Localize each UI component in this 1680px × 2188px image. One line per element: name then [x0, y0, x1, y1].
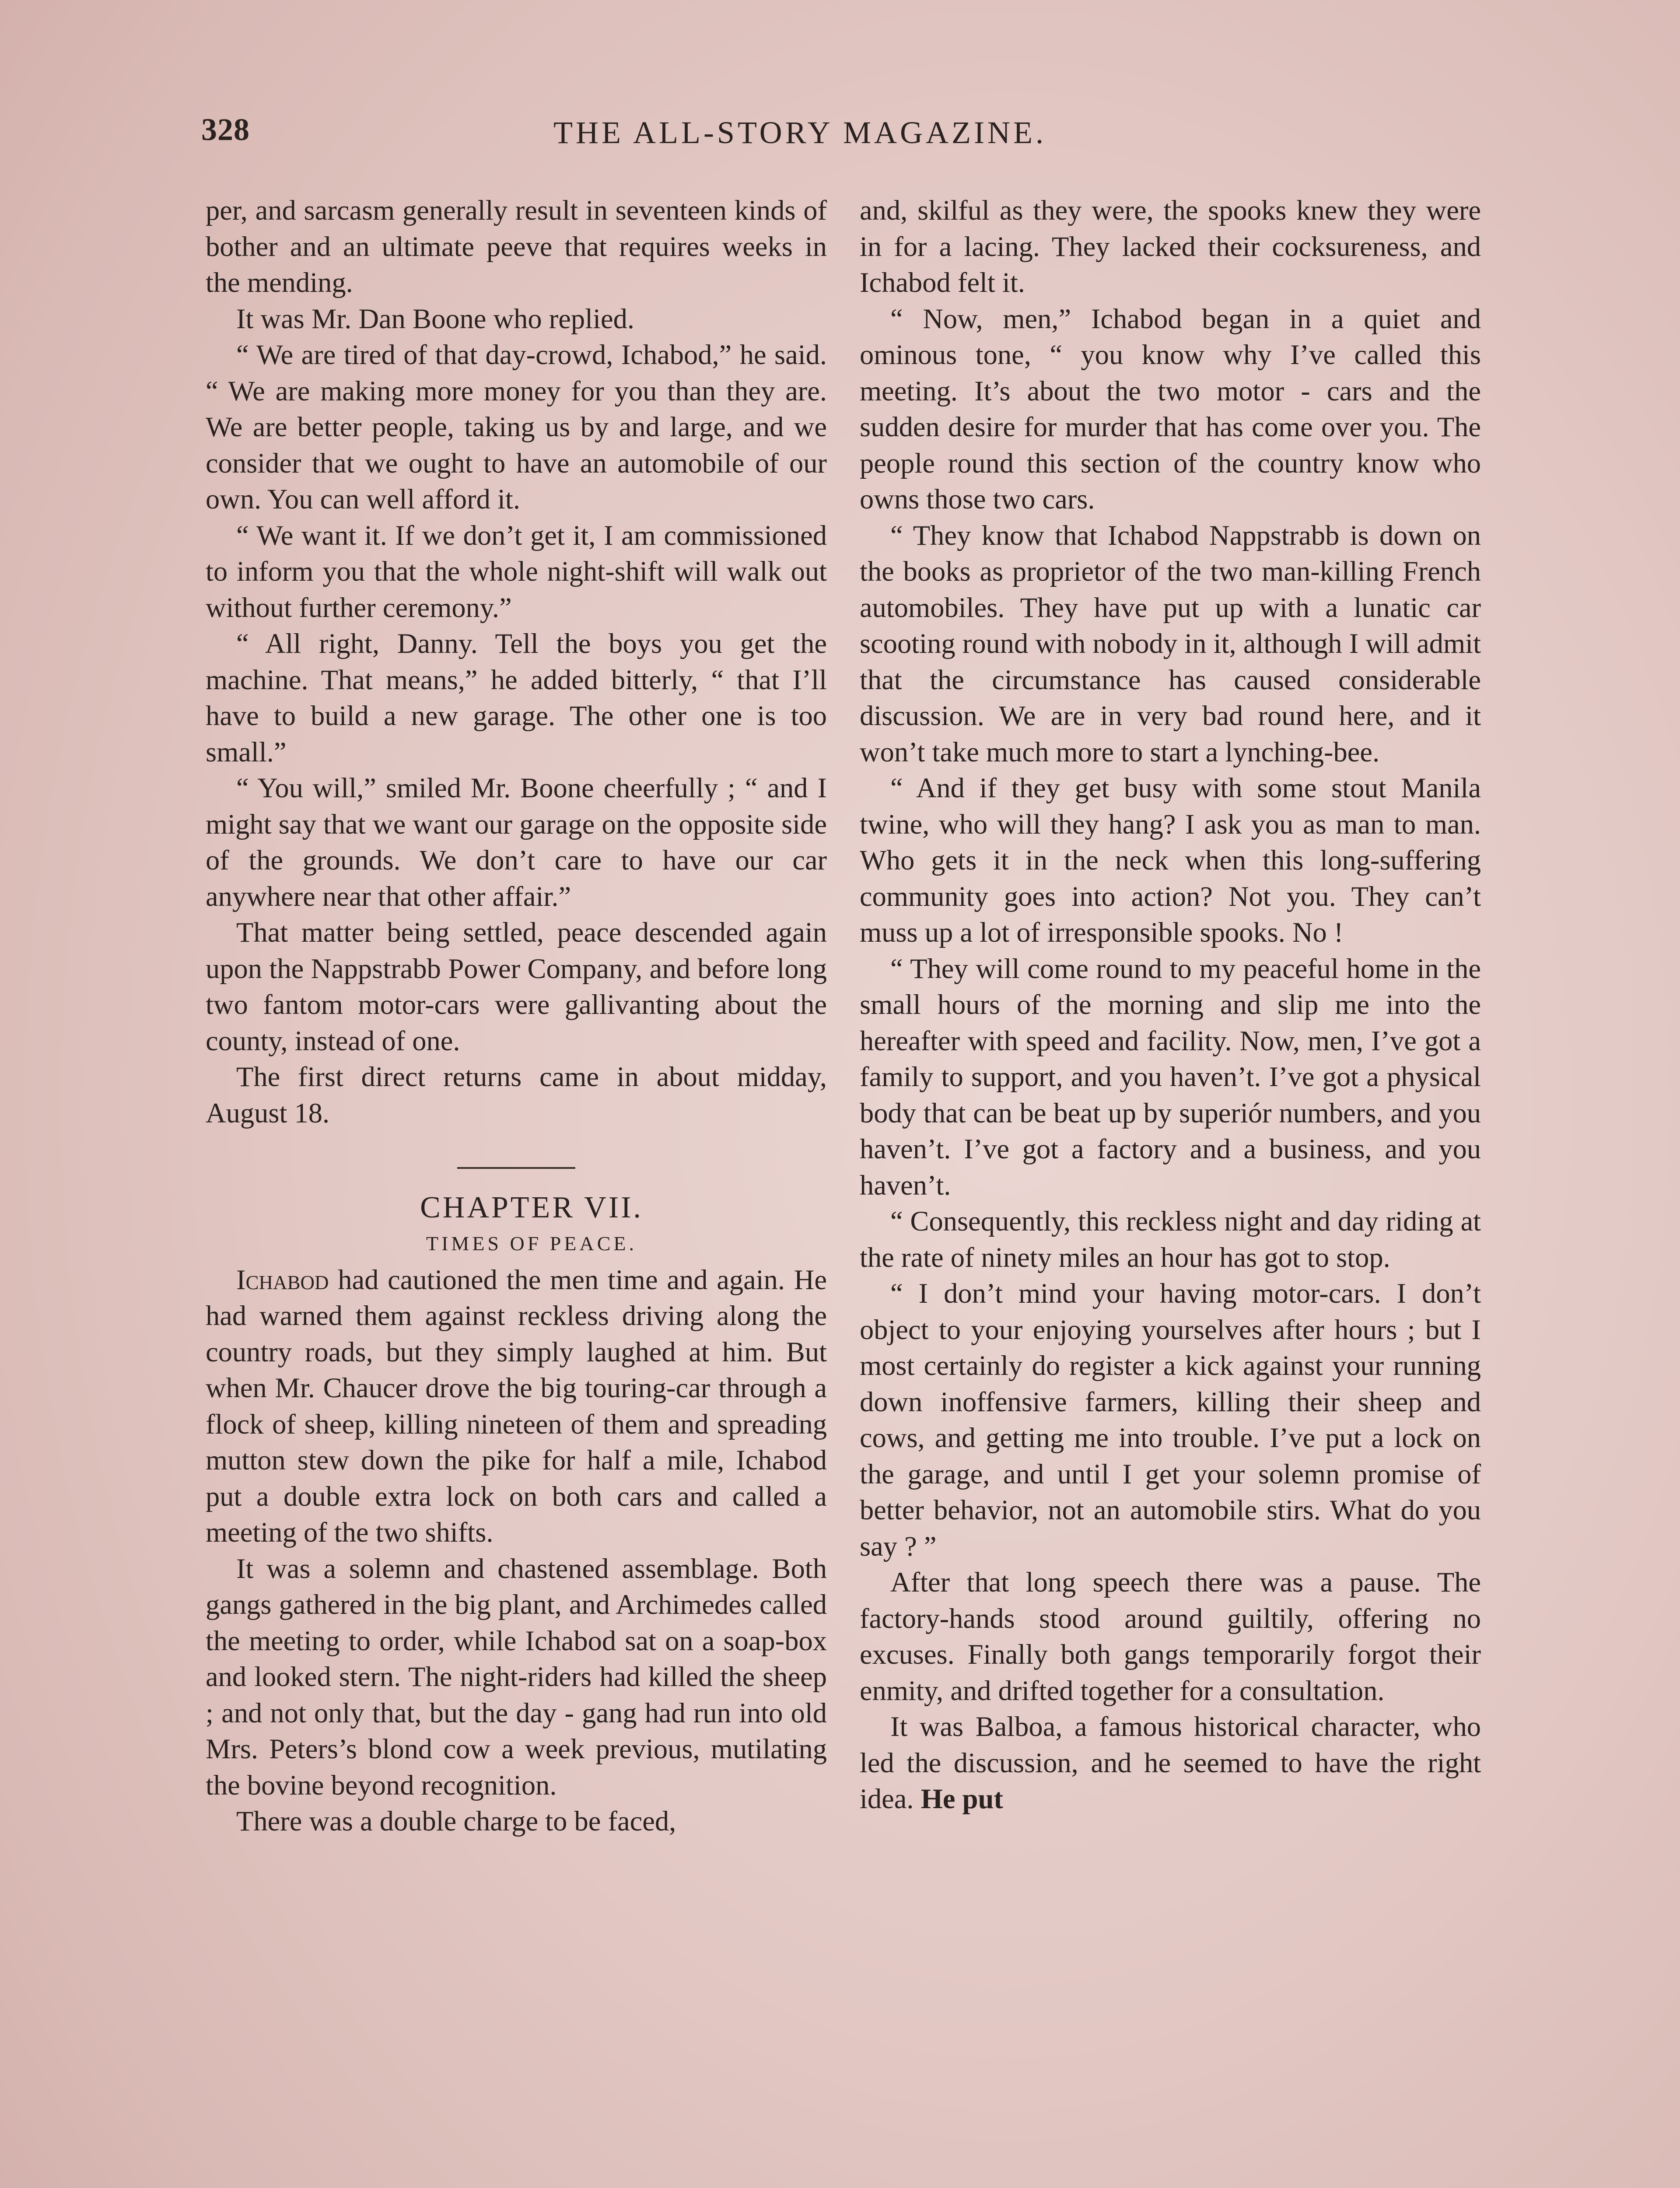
paragraph: “ You will,” smiled Mr. Boone cheerfully ; “ and I might say that we want our garage on the opposite side of the grounds. We don’t care to have our car anywhere near that other affair.” — [206, 772, 827, 912]
paragraph: and, skilful as they were, the spooks knew they were in for a lacing. They lacked their cocksureness, and Ichabod felt it. — [860, 195, 1481, 298]
running-title: THE ALL-STORY MAGAZINE. — [553, 115, 1046, 150]
paragraph: “ They know that Ichabod Nappstrabb is down on the books as proprietor of the two man-killing French automobiles. They have put up with a lunatic car scooting round with nobody in it, although I will admit that the circumstance has caused considerable discussion. We are in very bad round here, and it won’t take much more to start a lynching-bee. — [860, 519, 1481, 768]
paragraph: After that long speech there was a pause. The factory-hands stood around guiltily, offering no excuses. Finally both gangs temporarily forgot their enmity, and drifted together for a consultation. — [860, 1567, 1481, 1706]
paragraph: “ Now, men,” Ichabod began in a quiet and ominous tone, “ you know why I’ve called this meeting. It’s about the two motor - cars and the sudden desire for murder that has come over you. The people round this section of the country know who owns those two cars. — [860, 303, 1481, 515]
paragraph: That matter being settled, peace descended again upon the Nappstrabb Power Company, and before long two fantom motor-cars were gallivanting about the county, instead of one. — [206, 917, 827, 1056]
paragraph: “ I don’t mind your having motor-cars. I don’t object to your enjoying yourselves after hours ; but I most certainly do register a kick against your running down inoffensive farmers, killing their sheep and cows, and getting me into trouble. I’ve put a lock on the garage, and until I get your solemn promise of better behavior, not an automobile stirs. What do you say ? ” — [860, 1278, 1481, 1562]
paragraph: “ Consequently, this reckless night and day riding at the rate of ninety miles an hour has got to stop. — [860, 1206, 1481, 1273]
paragraph: “ They will come round to my peaceful home in the small hours of the morning and slip me into the hereafter with speed and facility. Now, men, I’ve got a family to support, and you haven’t. I’ve got a physical body that can be beat up by superiór numbers, and you haven’t. I’ve got a factory and a business, and you haven’t. — [860, 953, 1481, 1201]
left-column — [206, 193, 827, 1840]
chapter-title: CHAPTER VII. — [420, 1191, 643, 1224]
paragraph-bold-end: He put — [914, 1783, 1003, 1814]
paragraph: It was Mr. Dan Boone who replied. — [236, 303, 634, 334]
paragraph: It was a solemn and chastened assemblage. Both gangs gathered in the big plant, and Archimedes called the meeting to order, while Ichabod sat on a soap-box and looked stern. The night-riders had killed the sheep ; and not only that, but the day - gang had run into old Mrs. Peters’s blond cow a week previous, mutilating the bovine beyond recognition. — [206, 1553, 827, 1801]
paragraph: “ And if they get busy with some stout Manila twine, who will they hang? I ask you as man to man. Who gets it in the neck when this long-suffering community goes into action? Not you. They can’t muss up a lot of irresponsible spooks. No ! — [860, 772, 1481, 948]
right-column — [860, 193, 1481, 1817]
chapter-lead-word: Ichabod — [236, 1264, 329, 1295]
paragraph-text: had cautioned the men time and again. He had warned them against reckless driving along the country roads, but they simply laughed at him. But when Mr. Chaucer drove the big touring-car through a flock of sheep, killing nineteen of them and spreading mutton stew down the pike for half a mile, Ichabod put a double extra lock on both cars and called a meeting of the two shifts. — [206, 1264, 827, 1548]
page-number: 328 — [201, 112, 250, 147]
paragraph: There was a double charge to be faced, — [236, 1806, 676, 1837]
paragraph: “ We are tired of that day-crowd, Ichabod,” he said. “ We are making more money for you than they are. We are better people, taking us by and large, and we consider that we ought to have an automobile of our own. You can well afford it. — [206, 339, 827, 515]
chapter-subtitle: TIMES OF PEACE. — [426, 1232, 637, 1255]
paragraph: per, and sarcasm generally result in seventeen kinds of bother and an ultimate peeve that requires weeks in the mending. — [206, 195, 827, 298]
paragraph: “ All right, Danny. Tell the boys you get the machine. That means,” he added bitterly, “ that I’ll have to build a new garage. The other one is too small.” — [206, 628, 827, 768]
paragraph-text: It was Balboa, a famous historical character, who led the discussion, and he seemed to have the right idea. — [860, 1711, 1481, 1814]
paragraph: The first direct returns came in about midday, August 18. — [206, 1061, 827, 1129]
paragraph: “ We want it. If we don’t get it, I am commissioned to inform you that the whole night-shift will walk out without further ceremony.” — [206, 519, 827, 623]
section-divider — [457, 1167, 575, 1169]
paragraph — [206, 1262, 827, 1551]
paragraph — [860, 1709, 1481, 1817]
